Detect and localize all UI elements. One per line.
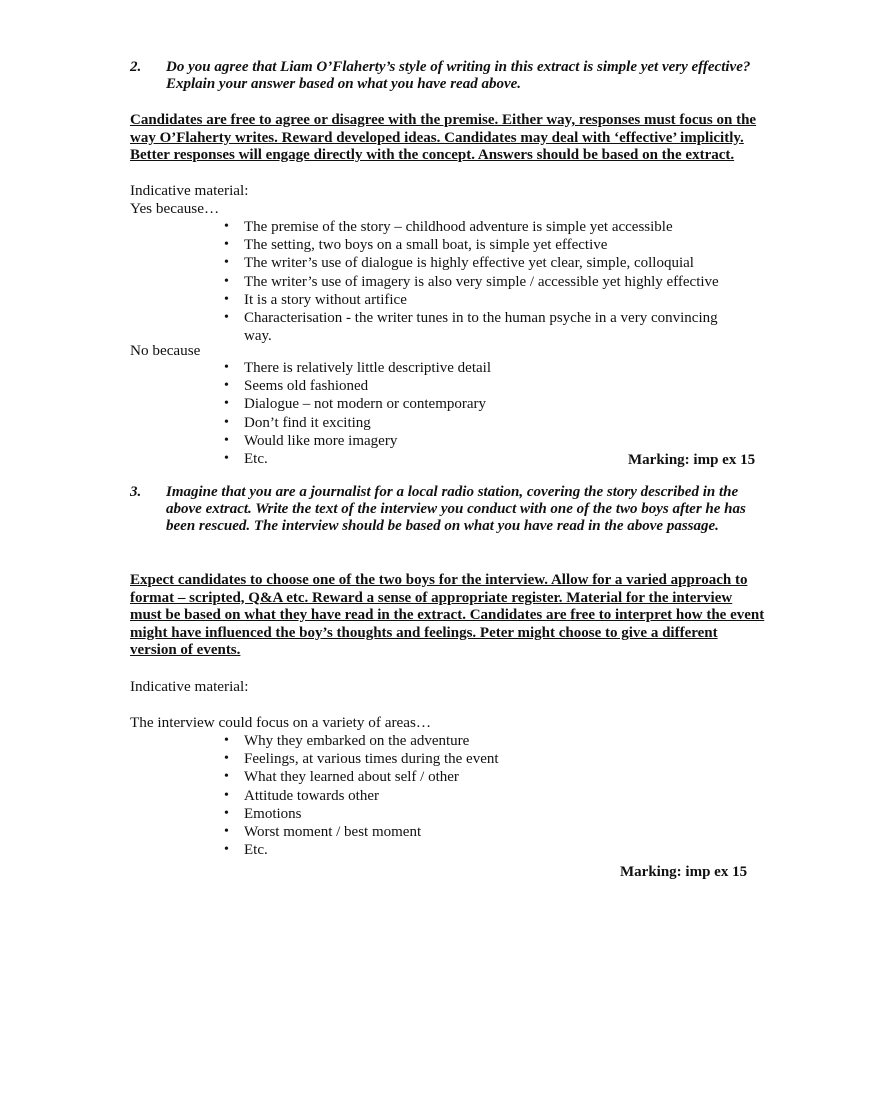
yes-list [224, 218, 744, 345]
list-item: • The writer’s use of imagery is also very simple / accessible yet highly effective [224, 273, 744, 291]
list-item: • The writer’s use of dialogue is highly effective yet clear, simple, colloquial [224, 254, 744, 272]
question-2-no-label: No because [130, 342, 201, 359]
question-3-guidance: Expect candidates to choose one of the two boys for the interview. Allow for a varied approach to format – scripted, Q&A etc. Reward a sense of appropriate register. Material for the interview must be based on what they have read in the extract. Candidates are free to interpret how the event might have influenced the boy’s thoughts and feelings. Peter might choose to give a different version of events. [130, 572, 765, 658]
list-item: • Would like more imagery [224, 432, 624, 450]
list-item: • Seems old fashioned [224, 377, 624, 395]
question-3-intro: The interview could focus on a variety of areas… [130, 714, 432, 731]
question-2-text: Do you agree that Liam O’Flaherty’s style of writing in this extract is simple yet very effective? Explain your answer based on what you have read above. [166, 59, 751, 92]
list-item: • Feelings, at various times during the event [224, 750, 624, 768]
list-item: • Worst moment / best moment [224, 823, 624, 841]
no-list [224, 359, 624, 468]
question-3-indicative-label: Indicative material: [130, 678, 249, 695]
list-item: • Etc. [224, 450, 624, 468]
list-item: • Etc. [224, 841, 624, 859]
list-item: • Dialogue – not modern or contemporary [224, 395, 624, 413]
question-2-guidance: Candidates are free to agree or disagree with the premise. Either way, responses must focus on the way O’Flaherty writes. Reward developed ideas. Candidates may deal with ‘effective’ implicitly. Better responses will engage directly with the concept. Answers should be based on the extract. [130, 112, 757, 163]
question-3 [130, 484, 770, 535]
list-item: • Emotions [224, 805, 624, 823]
question-2-yes-label: Yes because… [130, 200, 220, 217]
question-2-marking: Marking: imp ex 15 [628, 452, 756, 468]
question-2 [130, 59, 770, 93]
list-item: • The premise of the story – childhood adventure is simple yet accessible [224, 218, 744, 236]
question-2-indicative-label: Indicative material: [130, 182, 249, 199]
list-item: • It is a story without artifice [224, 291, 744, 309]
list-item: • Attitude towards other [224, 787, 624, 805]
question-2-number: 2. [130, 59, 142, 75]
question-3-number: 3. [130, 484, 142, 500]
question-3-marking: Marking: imp ex 15 [620, 864, 748, 880]
list-item: • What they learned about self / other [224, 768, 624, 786]
list-item: • There is relatively little descriptive detail [224, 359, 624, 377]
list-item: • The setting, two boys on a small boat, is simple yet effective [224, 236, 744, 254]
interview-areas-list [224, 732, 624, 859]
question-3-text: Imagine that you are a journalist for a local radio station, covering the story described in the above extract. Write the text of the interview you conduct with one of the two boys after he has been rescued. The interview should be based on what you have read in the above passage. [166, 484, 746, 534]
list-item: • Don’t find it exciting [224, 414, 624, 432]
list-item: • Characterisation - the writer tunes in to the human psyche in a very convincing way. [224, 309, 744, 345]
list-item: • Why they embarked on the adventure [224, 732, 624, 750]
